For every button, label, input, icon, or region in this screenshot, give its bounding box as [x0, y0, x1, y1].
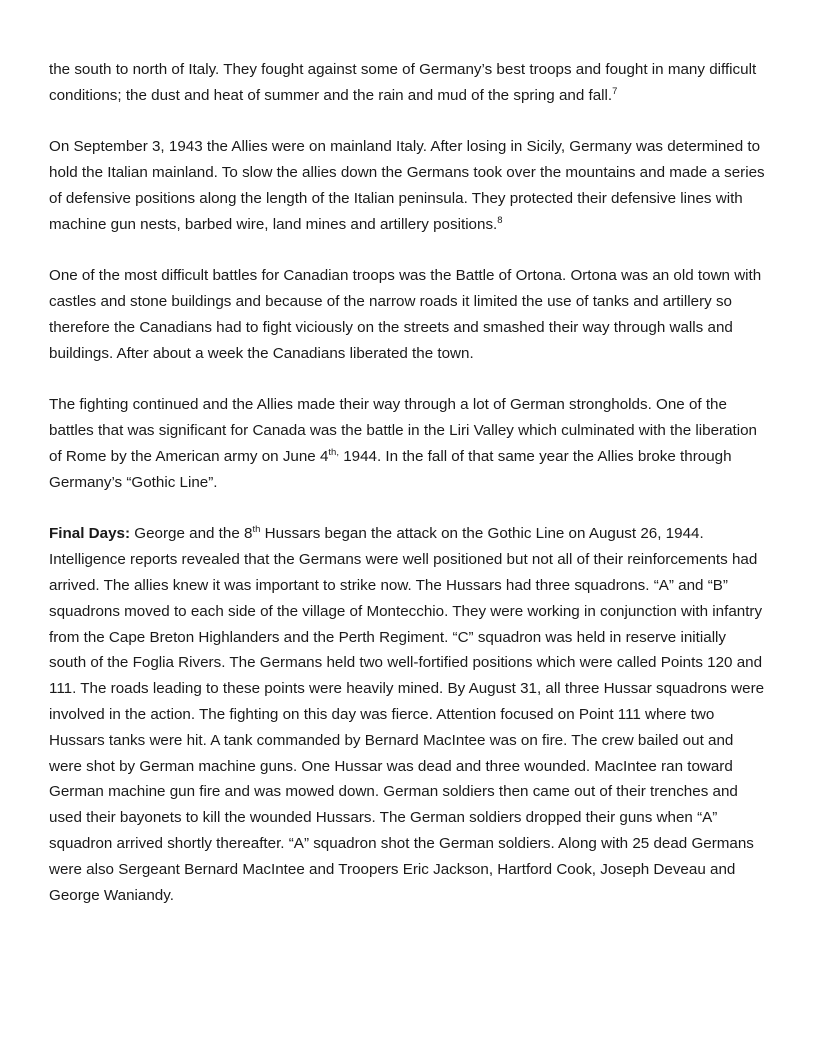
paragraph-text: 1944. In the fall of that same year the Allies broke through Germany’s “Gothic Line”. — [49, 447, 732, 491]
paragraph-mainland-italy — [49, 134, 765, 237]
paragraph-text: Hussars began the attack on the Gothic Line on August 26, 1944. Intelligence reports revealed that the Germans were well positioned but not all of their reinforcements had arrived. The allies knew it was important to strike now. The Hussars had three squadrons. “A” and “B” squadrons moved to each side of the village of Montecchio. They were working in conjunction with infantry from the Cape Breton Highlanders and the Perth Regiment. “C” squadron was held in reserve initially south of the Foglia Rivers. The Germans held two well-fortified positions which were called Points 120 and 111. The roads leading to these points were heavily mined. By August 31, all three Hussar squadrons were involved in the action. The fighting on this day was fierce. Attention focused on Point 111 where two Hussars tanks were hit. A tank commanded by Bernard MacIntee was on fire. The crew bailed out and were shot by German machine guns. One Hussar was dead and three wounded. MacIntee ran toward German machine gun fire and was mowed down. German soldiers then came out of their trenches and used their bayonets to kill the wounded Hussars. The German soldiers dropped their guns when “A” squadron arrived shortly thereafter. “A” squadron shot the German soldiers. Along with 25 dead Germans were also Sergeant Bernard MacIntee and Troopers Eric Jackson, Hartford Cook, Joseph Deveau and George Waniandy. — [49, 525, 765, 904]
paragraph-liri-valley — [49, 392, 765, 495]
ordinal-superscript: th — [252, 524, 261, 536]
paragraph-text: The fighting continued and the Allies made their way through a lot of German strongholds. One of the battles that was significant for Canada was the battle in the Liri Valley which culminated with the liberation of Rome by the American army on June 4 — [49, 396, 758, 465]
paragraph-italy-campaign — [49, 57, 765, 109]
ordinal-superscript: th, — [328, 446, 339, 458]
paragraph-text: On September 3, 1943 the Allies were on mainland Italy. After losing in Sicily, Germany was determined to hold the Italian mainland. To slow the allies down the Germans took over the mountains and made a series of defensive positions along the length of the Italian peninsula. They protected their defensive lines with machine gun nests, barbed wire, land mines and artillery positions. — [49, 138, 765, 233]
footnote-marker: 8 — [497, 214, 503, 226]
paragraph-final-days — [49, 521, 765, 908]
footnote-marker: 7 — [612, 85, 618, 97]
paragraph-text: One of the most difficult battles for Canadian troops was the Battle of Ortona. Ortona was an old town with castles and stone buildings and because of the narrow roads it limited the use of tanks and artillery so therefore the Canadians had to fight viciously on the streets and smashed their way through walls and buildings. After about a week the Canadians liberated the town. — [49, 267, 762, 362]
section-heading-final-days: Final Days: — [49, 525, 131, 543]
document-page — [49, 57, 765, 908]
paragraph-battle-of-ortona — [49, 263, 765, 366]
paragraph-text: the south to north of Italy. They fought against some of Germany’s best troops and fought in many difficult conditions; the dust and heat of summer and the rain and mud of the spring and fall. — [49, 61, 757, 104]
paragraph-text: George and the 8 — [130, 525, 253, 543]
